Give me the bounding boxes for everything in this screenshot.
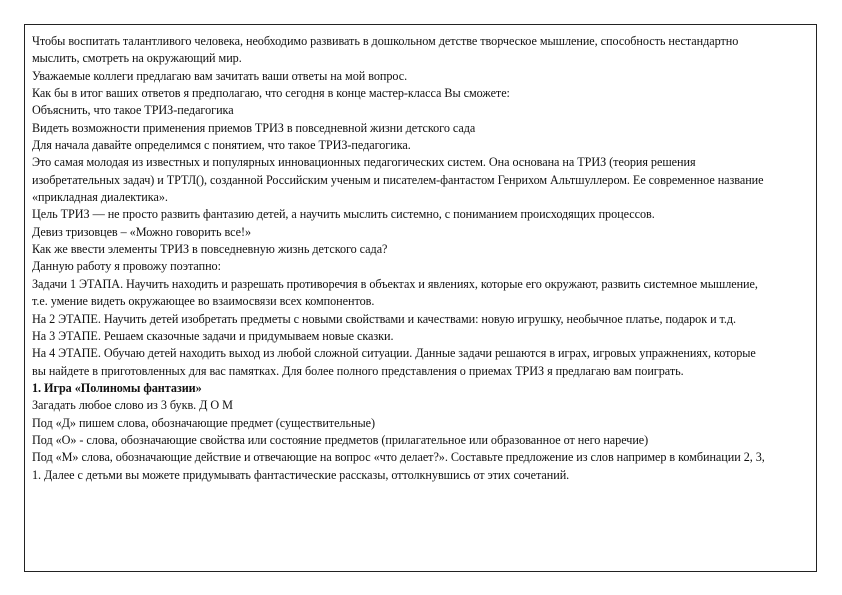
paragraph-definition-intro: Для начала давайте определимся с понятием, что такое ТРИЗ-педагогика. (32, 138, 411, 153)
paragraph-game-d: Под «Д» пишем слова, обозначающие предмет (существительные) (32, 415, 375, 430)
paragraph-colleagues: Уважаемые коллеги предлагаю вам зачитать ваши ответы на мой вопрос. (32, 68, 408, 83)
paragraph-aim: Цель ТРИЗ — не просто развить фантазию детей, а научить мыслить системно, с пониманием происходящих процессов. (32, 207, 655, 222)
paragraph-game-o: Под «О» - слова, обозначающие свойства или состояние предметов (прилагательное или образованное от него наречие) (32, 432, 649, 447)
paragraph-stage-3: На 3 ЭТАПЕ. Решаем сказочные задачи и придумываем новые сказки. (32, 328, 394, 343)
document-body (32, 33, 767, 484)
paragraph-game-m: Под «М» слова, обозначающие действие и отвечающие на вопрос «что делает?». Составьте предложение из слов например в комбинации 2, 3, 1. Далее с детьми вы можете придумывать фантастические рассказы, оттолкнувшись от этих сочетаний. (32, 450, 765, 482)
paragraph-goal-1: Объяснить, что такое ТРИЗ-педагогика (32, 103, 234, 118)
paragraph-game-word: Загадать любое слово из 3 букв. Д О М (32, 398, 233, 413)
paragraph-stage-2: На 2 ЭТАПЕ. Научить детей изобретать предметы с новыми свойствами и качествами: новую игрушку, необычное платье, подарок и т.д. (32, 311, 737, 326)
paragraph-outcome: Как бы в итог ваших ответов я предполагаю, что сегодня в конце мастер-класса Вы сможете: (32, 86, 510, 101)
paragraph-definition: Это самая молодая из известных и популярных инновационных педагогических систем. Она основана на ТРИЗ (теория решения изобретательных задач) и ТРТЛ(), созданной Российским ученым и писателем-фантастом Генрихом Альтшуллером. Ее современное название «прикладная диалектика». (32, 155, 764, 205)
game-heading: 1. Игра «Полиномы фантазии» (32, 380, 202, 395)
paragraph-stages-intro: Данную работу я провожу поэтапно: (32, 259, 221, 274)
paragraph-goal-2: Видеть возможности применения приемов ТРИЗ в повседневной жизни детского сада (32, 120, 476, 135)
paragraph-stage-4: На 4 ЭТАПЕ. Обучаю детей находить выход из любой сложной ситуации. Данные задачи решаются в играх, игровых упражнениях, которые вы найдете в приготовленных для вас памятках. Для более полного представления о приемах ТРИЗ я предлагаю вам поиграть. (32, 346, 756, 378)
paragraph-stage-1: Задачи 1 ЭТАПА. Научить находить и разрешать противоречия в объектах и явлениях, которые его окружают, развить системное мышление, т.е. умение видеть окружающее во взаимосвязи всех компонентов. (32, 276, 758, 309)
paragraph-question: Как же ввести элементы ТРИЗ в повседневную жизнь детского сада? (32, 242, 388, 257)
paragraph-intro: Чтобы воспитать талантливого человека, необходимо развивать в дошкольном детстве творческое мышление, способность нестандартно мыслить, смотреть на окружающий мир. (32, 34, 739, 66)
paragraph-motto: Девиз тризовцев – «Можно говорить все!» (32, 224, 252, 239)
